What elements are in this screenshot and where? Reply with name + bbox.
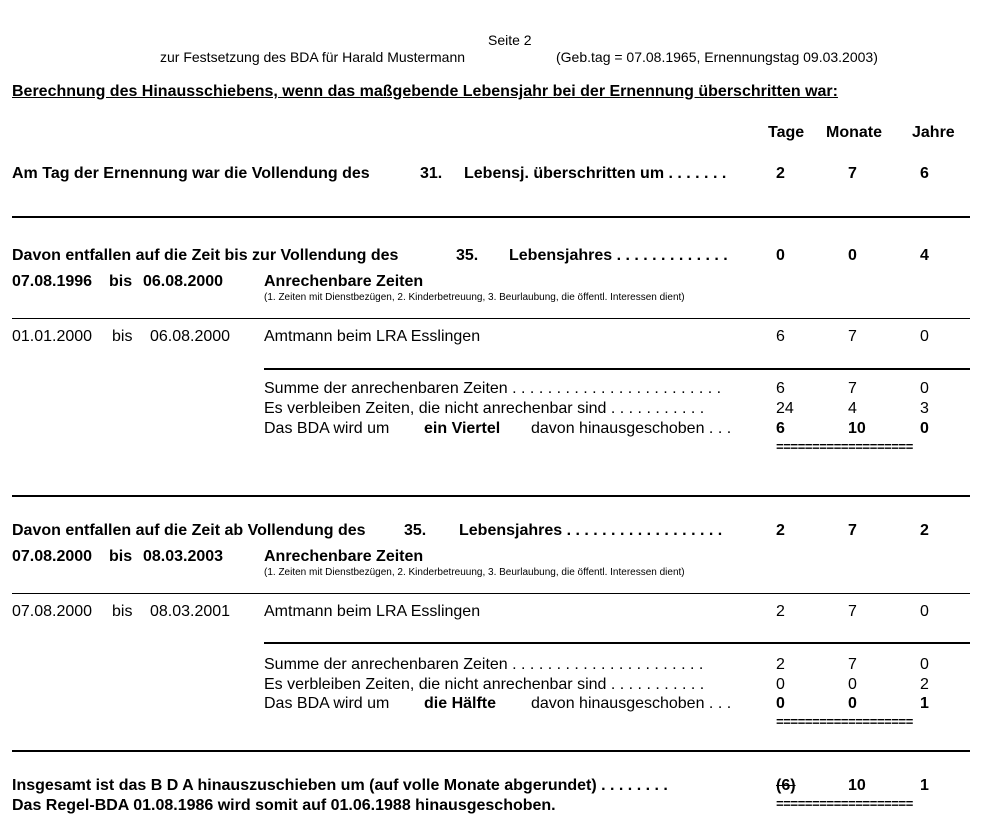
column-jahre: Jahre	[912, 124, 955, 141]
double-rule: ===================	[776, 797, 913, 812]
subtotal-rule	[264, 642, 970, 644]
separator	[12, 216, 970, 218]
rest-monate: 4	[848, 400, 857, 417]
result-label: Das BDA wird um	[264, 695, 390, 712]
section2-tage: 2	[776, 522, 785, 539]
sum-tage: 6	[776, 380, 785, 397]
page-subtitle: zur Festsetzung des BDA für Harald Mustermann	[160, 49, 466, 65]
section2-jahre: 2	[920, 522, 929, 539]
entry-to: 08.03.2001	[150, 603, 231, 620]
section1-text: Davon entfallen auf die Zeit bis zur Vollendung des	[12, 247, 399, 264]
section2-age: 35.	[404, 522, 427, 539]
section1-jahre: 4	[920, 247, 929, 264]
section2-note: (1. Zeiten mit Dienstbezügen, 2. Kinderbetreuung, 3. Beurlaubung, die öffentl. Interessen dient)	[264, 567, 685, 578]
result-jahre: 1	[920, 695, 929, 712]
intro-monate: 7	[848, 165, 857, 182]
entry-from: 07.08.2000	[12, 603, 93, 620]
section2-text: Davon entfallen auf die Zeit ab Vollendung des	[12, 522, 366, 539]
entry-bis: bis	[112, 603, 133, 620]
entry-monate: 7	[848, 603, 857, 620]
thin-separator	[12, 593, 970, 594]
sum-jahre: 0	[920, 656, 929, 673]
double-rule: ===================	[776, 440, 913, 455]
section1-period-from: 07.08.1996	[12, 273, 93, 290]
final-statement: Das Regel-BDA 01.08.1986 wird somit auf 01.06.1988 hinausgeschoben.	[12, 797, 556, 814]
double-rule: ===================	[776, 715, 913, 730]
section1-period-to: 06.08.2000	[143, 273, 224, 290]
rest-label: Es verbleiben Zeiten, die nicht anrechenbar sind . . . . . . . . . . .	[264, 676, 705, 693]
result-label-b: davon hinausgeschoben . . .	[531, 420, 732, 437]
section1-age: 35.	[456, 247, 479, 264]
separator	[12, 495, 970, 497]
result-fraction: ein Viertel	[424, 420, 501, 437]
result-tage: 6	[776, 420, 785, 437]
total-jahre: 1	[920, 777, 929, 794]
birth-appointment-dates: (Geb.tag = 07.08.1965, Ernennungstag 09.03.2003)	[556, 49, 878, 65]
section2-label: Anrechenbare Zeiten	[264, 548, 424, 565]
sum-tage: 2	[776, 656, 785, 673]
entry-monate: 7	[848, 328, 857, 345]
total-monate: 10	[848, 777, 866, 794]
result-monate: 0	[848, 695, 857, 712]
result-monate: 10	[848, 420, 866, 437]
section1-monate: 0	[848, 247, 857, 264]
entry-bis: bis	[112, 328, 133, 345]
entry-jahre: 0	[920, 603, 929, 620]
intro-text-b: Lebensj. überschritten um . . . . . . .	[464, 165, 727, 182]
intro-tage: 2	[776, 165, 785, 182]
result-tage: 0	[776, 695, 785, 712]
total-label: Insgesamt ist das B D A hinauszuschieben um (auf volle Monate abgerundet) . . . . . . . .	[12, 777, 668, 794]
rest-tage: 24	[776, 400, 794, 417]
separator	[12, 750, 970, 752]
result-label-b: davon hinausgeschoben . . .	[531, 695, 732, 712]
section2-period-to: 08.03.2003	[143, 548, 224, 565]
section1-period-bis: bis	[109, 273, 133, 290]
result-fraction: die Hälfte	[424, 695, 497, 712]
section2-period-from: 07.08.2000	[12, 548, 93, 565]
rest-tage: 0	[776, 676, 785, 693]
result-label: Das BDA wird um	[264, 420, 390, 437]
section1-note: (1. Zeiten mit Dienstbezügen, 2. Kinderbetreuung, 3. Beurlaubung, die öffentl. Interessen dient)	[264, 292, 685, 303]
section2-monate: 7	[848, 522, 857, 539]
entry-desc: Amtmann beim LRA Esslingen	[264, 603, 481, 620]
section1-label: Anrechenbare Zeiten	[264, 273, 424, 290]
sum-jahre: 0	[920, 380, 929, 397]
rest-label: Es verbleiben Zeiten, die nicht anrechenbar sind . . . . . . . . . . .	[264, 400, 705, 417]
section1-tage: 0	[776, 247, 785, 264]
column-monate: Monate	[826, 124, 882, 141]
page-number: Seite 2	[488, 32, 532, 48]
rest-jahre: 3	[920, 400, 929, 417]
intro-jahre: 6	[920, 165, 929, 182]
entry-jahre: 0	[920, 328, 929, 345]
sum-monate: 7	[848, 656, 857, 673]
intro-text: Am Tag der Ernennung war die Vollendung des	[12, 165, 370, 182]
entry-tage: 2	[776, 603, 785, 620]
main-heading: Berechnung des Hinausschiebens, wenn das maßgebende Lebensjahr bei der Ernennung überschritten war:	[12, 83, 838, 100]
rest-monate: 0	[848, 676, 857, 693]
entry-from: 01.01.2000	[12, 328, 93, 345]
entry-desc: Amtmann beim LRA Esslingen	[264, 328, 481, 345]
result-jahre: 0	[920, 420, 929, 437]
sum-label: Summe der anrechenbaren Zeiten . . . . . . . . . . . . . . . . . . . . . .	[264, 656, 704, 673]
sum-label: Summe der anrechenbaren Zeiten . . . . . . . . . . . . . . . . . . . . . . . .	[264, 380, 722, 397]
entry-to: 06.08.2000	[150, 328, 231, 345]
subtotal-rule	[264, 368, 970, 370]
intro-age: 31.	[420, 165, 443, 182]
thin-separator	[12, 318, 970, 319]
entry-tage: 6	[776, 328, 785, 345]
sum-monate: 7	[848, 380, 857, 397]
total-tage: (6)	[776, 777, 796, 794]
section2-text-b: Lebensjahres . . . . . . . . . . . . . . . . . .	[459, 522, 723, 539]
rest-jahre: 2	[920, 676, 929, 693]
section2-period-bis: bis	[109, 548, 133, 565]
section1-text-b: Lebensjahres . . . . . . . . . . . . .	[509, 247, 728, 264]
column-tage: Tage	[768, 124, 805, 141]
